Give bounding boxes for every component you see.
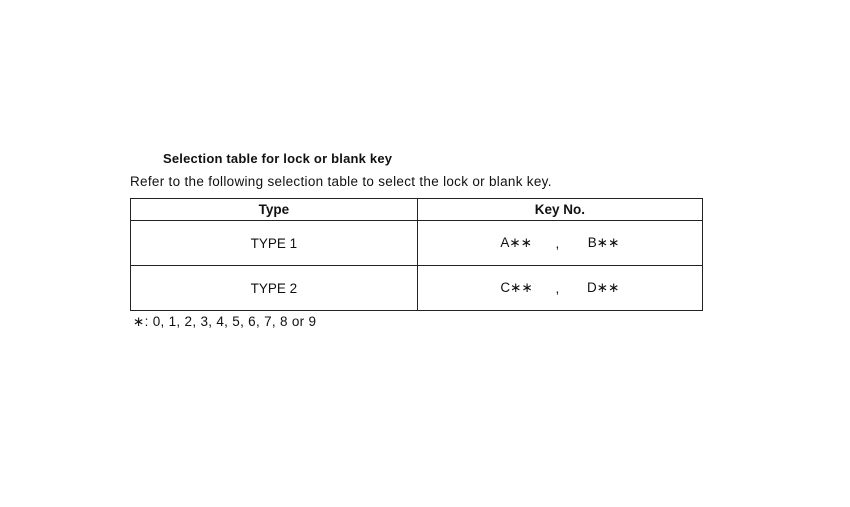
header-key-no: Key No. (417, 199, 702, 221)
table-row (131, 266, 703, 311)
key-no-cell (417, 221, 702, 266)
table-header-row (131, 199, 703, 221)
key-first: A∗∗ (500, 235, 533, 250)
section-heading: Selection table for lock or blank key (163, 151, 393, 166)
key-separator: , (555, 280, 560, 296)
key-first: C∗∗ (500, 280, 533, 295)
header-type: Type (131, 199, 418, 221)
key-no-cell (417, 266, 702, 311)
selection-table (130, 198, 703, 311)
type-cell: TYPE 1 (131, 221, 418, 266)
type-cell: TYPE 2 (131, 266, 418, 311)
footnote: ∗: 0, 1, 2, 3, 4, 5, 6, 7, 8 or 9 (133, 314, 317, 329)
key-second: B∗∗ (587, 235, 620, 250)
key-separator: , (555, 235, 560, 251)
key-second: D∗∗ (587, 280, 620, 295)
table-row (131, 221, 703, 266)
intro-text: Refer to the following selection table to select the lock or blank key. (130, 174, 552, 189)
